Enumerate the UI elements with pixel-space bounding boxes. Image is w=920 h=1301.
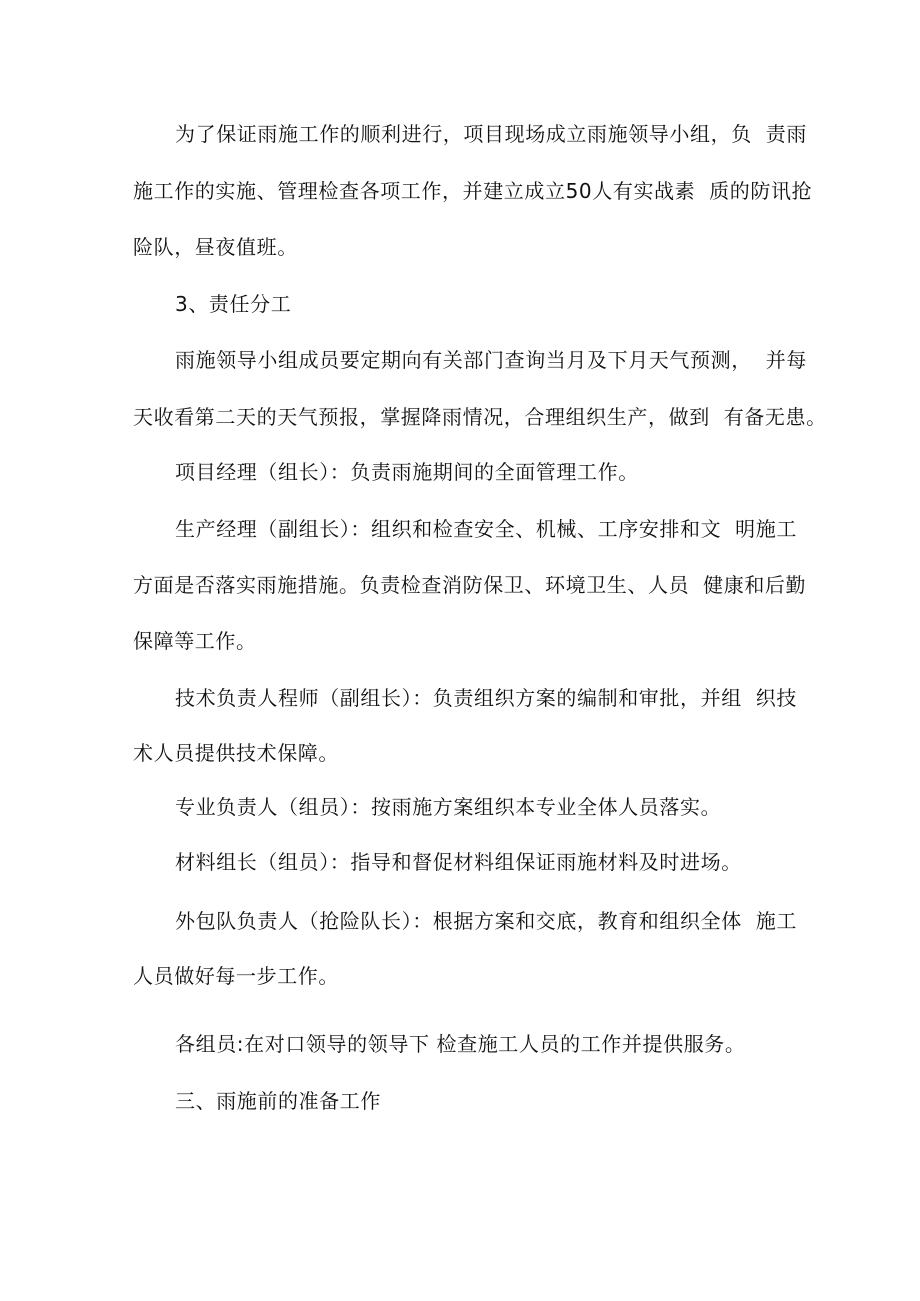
paragraph-subcontractor-lead-line-1: 外包队负责人（抢险队长）：根据方案和交底，教育和组织全体 施工	[175, 909, 797, 933]
paragraph-2-line-2: 天收看第二天的天气预报，掌握降雨情况，合理组织生产，做到 有备无患。	[133, 405, 827, 429]
paragraph-technical-lead-line-2: 术人员提供技术保障。	[133, 741, 339, 765]
paragraph-project-manager: 项目经理（组长）：负责雨施期间的全面管理工作。	[175, 460, 639, 484]
paragraph-subcontractor-lead-line-2: 人员做好每一步工作。	[133, 964, 339, 988]
paragraph-team-members: 各组员:在对口领导的领导下 检查施工人员的工作并提供服务。	[175, 1032, 746, 1056]
paragraph-1-line-3: 险队，昼夜值班。	[133, 235, 298, 259]
paragraph-2-line-1: 雨施领导小组成员要定期向有关部门查询当月及下月天气预测， 并每	[175, 348, 807, 372]
paragraph-production-manager-line-3: 保障等工作。	[133, 629, 257, 653]
section-heading-responsibility: 3、责任分工	[175, 292, 292, 316]
paragraph-specialty-lead: 专业负责人（组员）：按雨施方案组织本专业全体人员落实。	[175, 795, 722, 819]
paragraph-technical-lead-line-1: 技术负责人程师（副组长）：负责组织方案的编制和审批，并组 织技	[175, 686, 797, 710]
paragraph-production-manager-line-2: 方面是否落实雨施措施。负责检查消防保卫、环境卫生、人员 健康和后勤	[133, 573, 807, 597]
paragraph-1-line-2: 施工作的实施、管理检查各项工作，并建立成立50人有实战素 质的防讯抢	[133, 179, 813, 203]
paragraph-1-line-1: 为了保证雨施工作的顺利进行，项目现场成立雨施领导小组，负 责雨	[175, 122, 807, 146]
section-heading-preparation: 三、雨施前的准备工作	[175, 1089, 381, 1113]
paragraph-materials-lead: 材料组长（组员）：指导和督促材料组保证雨施材料及时进场。	[175, 850, 742, 874]
paragraph-production-manager-line-1: 生产经理（副组长）：组织和检查安全、机械、工序安排和文 明施工	[175, 517, 797, 541]
